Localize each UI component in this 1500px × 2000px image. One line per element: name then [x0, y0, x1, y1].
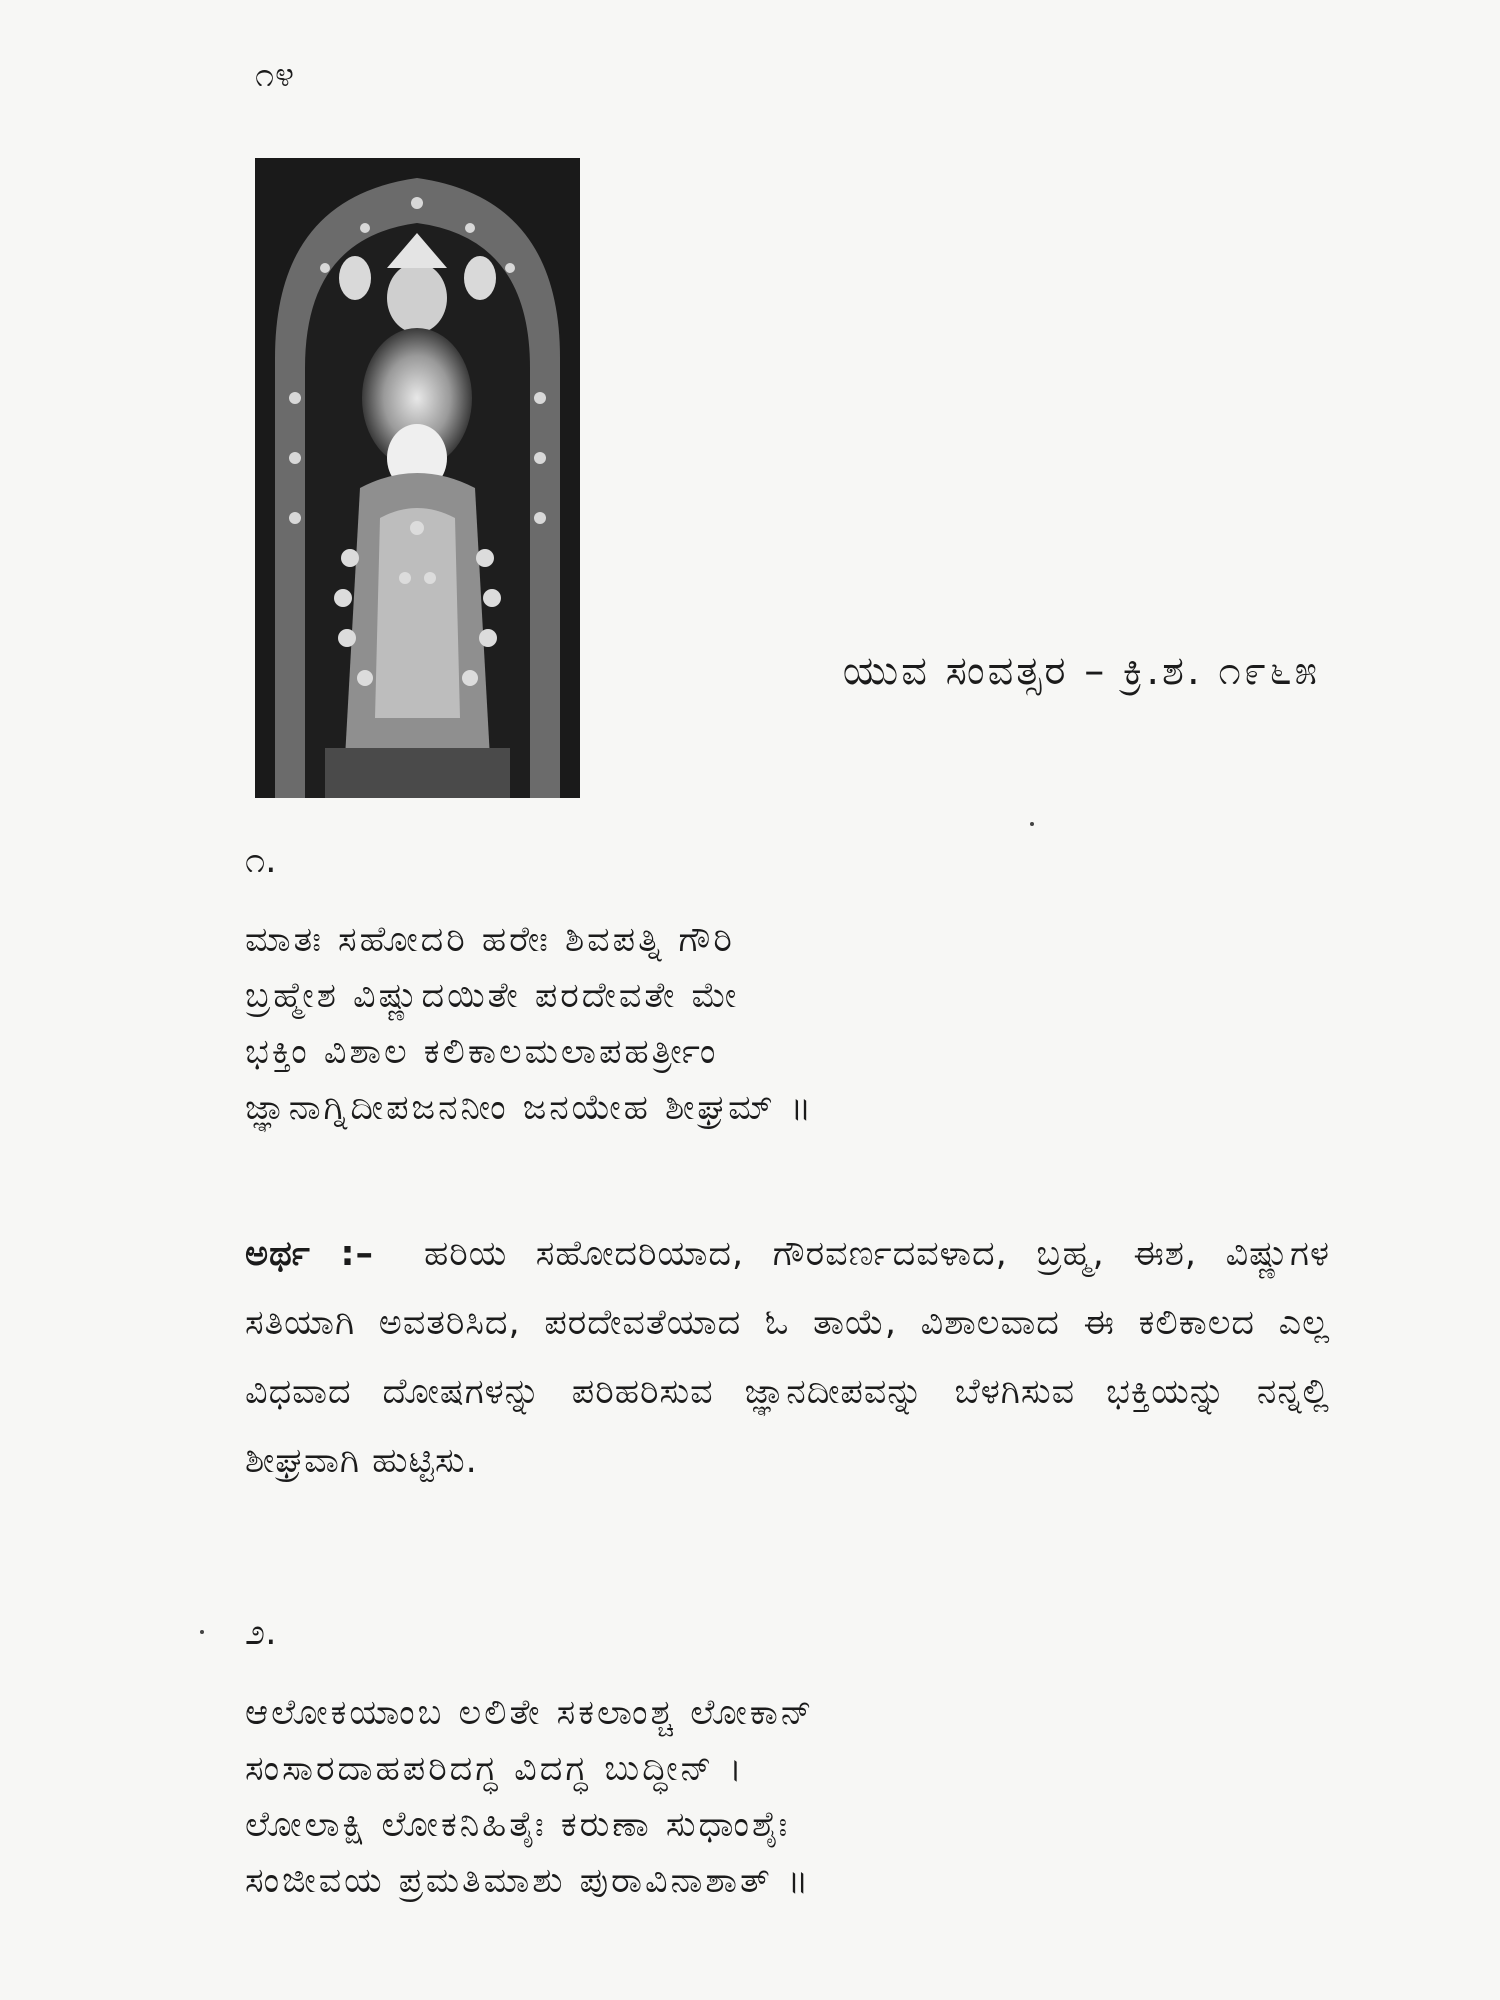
verse-2-line: ಸಂಜೀವಯ ಪ್ರಮತಿಮಾಶು ಪುರಾವಿನಾಶಾತ್ ॥ — [245, 1861, 812, 1901]
verse-1-line: ಜ್ಞಾನಾಗ್ನಿದೀಪಜನನೀಂ ಜನಯೇಹ ಶೀಘ್ರಮ್ ॥ — [245, 1088, 815, 1128]
verse-1-line: ಮಾತಃ ಸಹೋದರಿ ಹರೇಃ ಶಿವಪತ್ನಿ ಗೌರಿ — [245, 920, 735, 960]
verse-2-line: ಆಲೋಕಯಾಂಬ ಲಲಿತೇ ಸಕಲಾಂಶ್ಚ ಲೋಕಾನ್ — [245, 1693, 815, 1733]
verse-2-line: ಸಂಸಾರದಾಹಪರಿದಗ್ಧ ವಿದಗ್ಧ ಬುದ್ಧೀನ್ । — [245, 1749, 745, 1789]
meaning-paragraph — [245, 1220, 1330, 1496]
scan-speck — [1030, 822, 1034, 826]
verse-2-number: ೨. — [245, 1612, 277, 1653]
meaning-text: ಹರಿಯ ಸಹೋದರಿಯಾದ, ಗೌರವರ್ಣದವಳಾದ, ಬ್ರಹ್ಮ, ಈಶ, ವಿಷ್ಣುಗಳ ಸತಿಯಾಗಿ ಅವತರಿಸಿದ, ಪರದೇವತೆಯಾದ ಓ ತಾಯೆ, ವಿಶಾಲವಾದ ಈ ಕಲಿಕಾಲದ ಎಲ್ಲ ವಿಧವಾದ ದೋಷಗಳನ್ನು ಪರಿಹರಿಸುವ ಜ್ಞಾನದೀಪವನ್ನು ಬೆಳಗಿಸುವ ಭಕ್ತಿಯನ್ನು ನನ್ನಲ್ಲಿ ಶೀಘ್ರವಾಗಿ ಹುಟ್ಟಿಸು. — [245, 1234, 1330, 1481]
deity-photo — [255, 158, 580, 798]
verse-1-line: ಬ್ರಹ್ಮೇಶ ವಿಷ್ಣುದಯಿತೇ ಪರದೇವತೇ ಮೇ — [245, 976, 740, 1016]
verse-1-number: ೧. — [245, 840, 277, 881]
verse-2 — [245, 1685, 1325, 1909]
verse-2-line: ಲೋಲಾಕ್ಷಿ ಲೋಕನಿಹಿತೈಃ ಕರುಣಾ ಸುಧಾಂಶೈಃ — [245, 1805, 791, 1845]
year-heading: ಯುವ ಸಂವತ್ಸರ – ಕ್ರಿ.ಶ. ೧೯೬೫ — [842, 648, 1320, 694]
verse-1-line: ಭಕ್ತಿಂ ವಿಶಾಲ ಕಲಿಕಾಲಮಲಾಪಹರ್ತ್ರೀಂ — [245, 1032, 719, 1072]
meaning-label: ಅರ್ಥ :– — [245, 1234, 374, 1274]
verse-1 — [245, 912, 1325, 1136]
scan-speck — [200, 1630, 204, 1634]
page-number: ೧೪ — [255, 55, 296, 95]
